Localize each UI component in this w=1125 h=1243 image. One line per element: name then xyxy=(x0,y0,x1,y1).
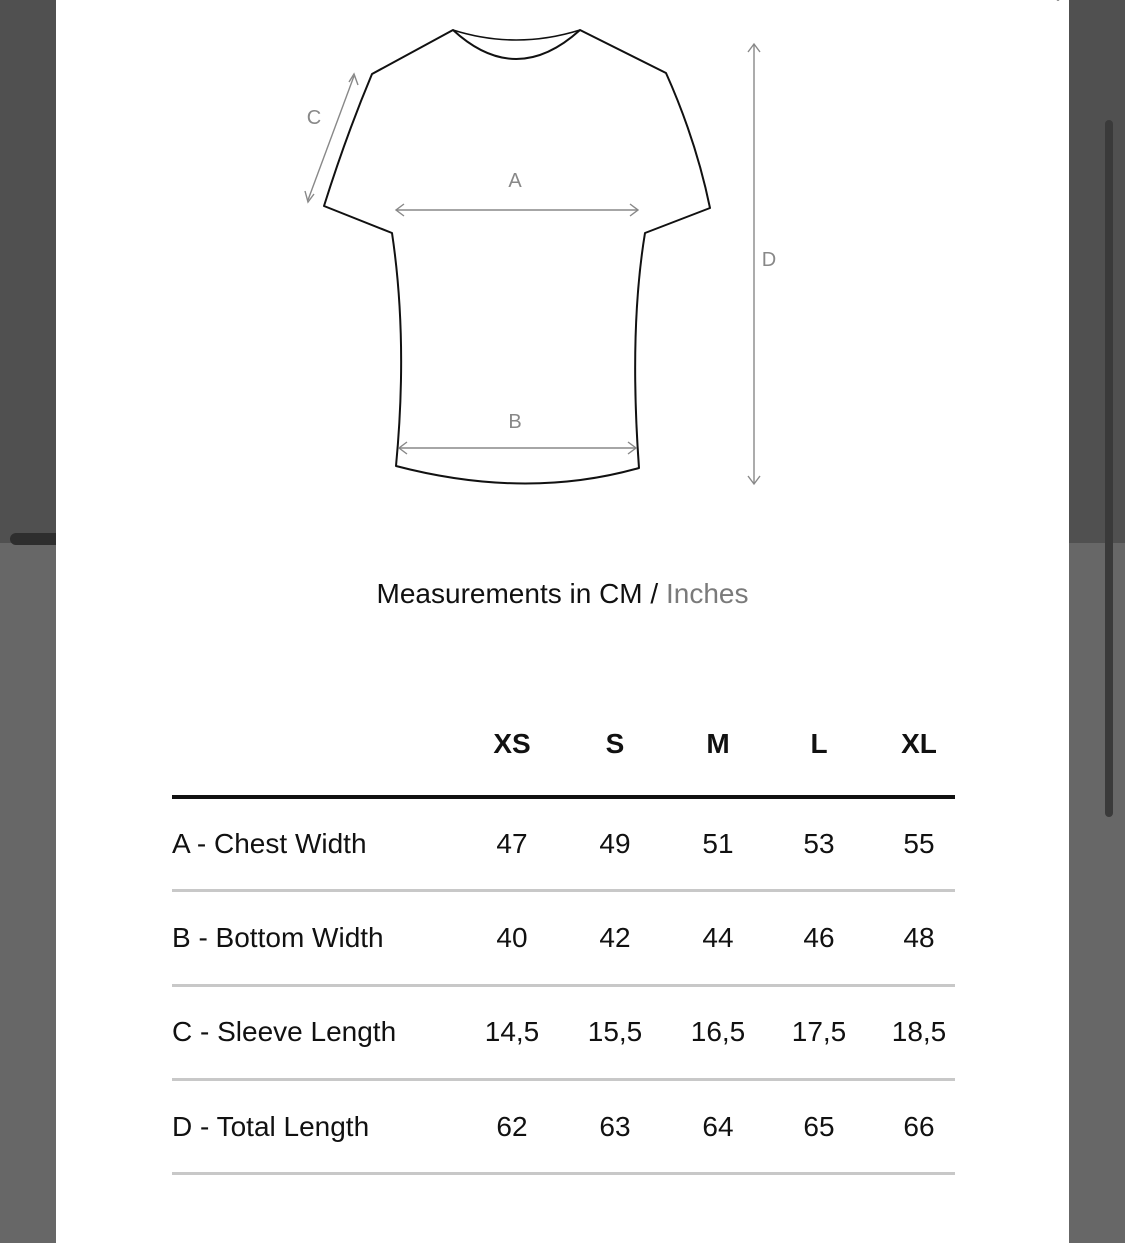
table-cell: 47 xyxy=(496,828,528,859)
total-length-arrow xyxy=(748,44,760,484)
size-header-xl: XL xyxy=(901,728,937,759)
header-divider xyxy=(172,795,955,799)
unit-cm[interactable]: Measurements in CM xyxy=(376,578,643,609)
table-cell: 63 xyxy=(599,1111,631,1142)
row-label-total-length: D - Total Length xyxy=(172,1111,370,1142)
size-header-xs: XS xyxy=(493,728,531,759)
unit-toggle xyxy=(56,578,1069,610)
unit-inches[interactable]: Inches xyxy=(665,578,749,609)
backdrop-left xyxy=(0,0,56,543)
backdrop-right xyxy=(1069,0,1125,543)
row-divider xyxy=(172,889,955,892)
chest-width-arrow xyxy=(396,204,638,216)
table-cell: 55 xyxy=(903,828,935,859)
tshirt-diagram xyxy=(56,0,1069,540)
table-cell: 42 xyxy=(599,922,631,953)
table-cell: 14,5 xyxy=(484,1016,540,1047)
label-c: C xyxy=(306,107,322,129)
label-b: B xyxy=(508,411,522,433)
size-header-s: S xyxy=(605,728,625,759)
size-header-m: M xyxy=(706,728,730,759)
table-cell: 53 xyxy=(803,828,835,859)
table-cell: 62 xyxy=(496,1111,528,1142)
table-cell: 48 xyxy=(903,922,935,953)
table-cell: 40 xyxy=(496,922,528,953)
row-label-bottom-width: B - Bottom Width xyxy=(172,922,384,953)
label-a: A xyxy=(508,170,522,192)
table-cell: 44 xyxy=(702,922,734,953)
row-divider xyxy=(172,984,955,987)
bottom-width-arrow xyxy=(399,442,636,454)
label-d: D xyxy=(761,249,777,271)
row-label-sleeve-length: C - Sleeve Length xyxy=(172,1016,397,1047)
table-cell: 65 xyxy=(803,1111,835,1142)
table-cell: 17,5 xyxy=(791,1016,847,1047)
table-cell: 18,5 xyxy=(891,1016,947,1047)
table-cell: 16,5 xyxy=(690,1016,746,1047)
unit-separator: / xyxy=(650,578,659,609)
size-guide-modal xyxy=(56,0,1069,1243)
row-label-chest-width: A - Chest Width xyxy=(172,828,367,859)
table-cell: 51 xyxy=(702,828,734,859)
table-cell: 66 xyxy=(903,1111,935,1142)
table-cell: 49 xyxy=(599,828,631,859)
scrollbar[interactable] xyxy=(1105,120,1113,817)
table-cell: 64 xyxy=(702,1111,734,1142)
size-header-l: L xyxy=(810,728,828,759)
drawer-handle[interactable] xyxy=(10,533,56,545)
row-divider xyxy=(172,1078,955,1081)
row-divider xyxy=(172,1172,955,1175)
table-cell: 46 xyxy=(803,922,835,953)
table-cell: 15,5 xyxy=(587,1016,643,1047)
